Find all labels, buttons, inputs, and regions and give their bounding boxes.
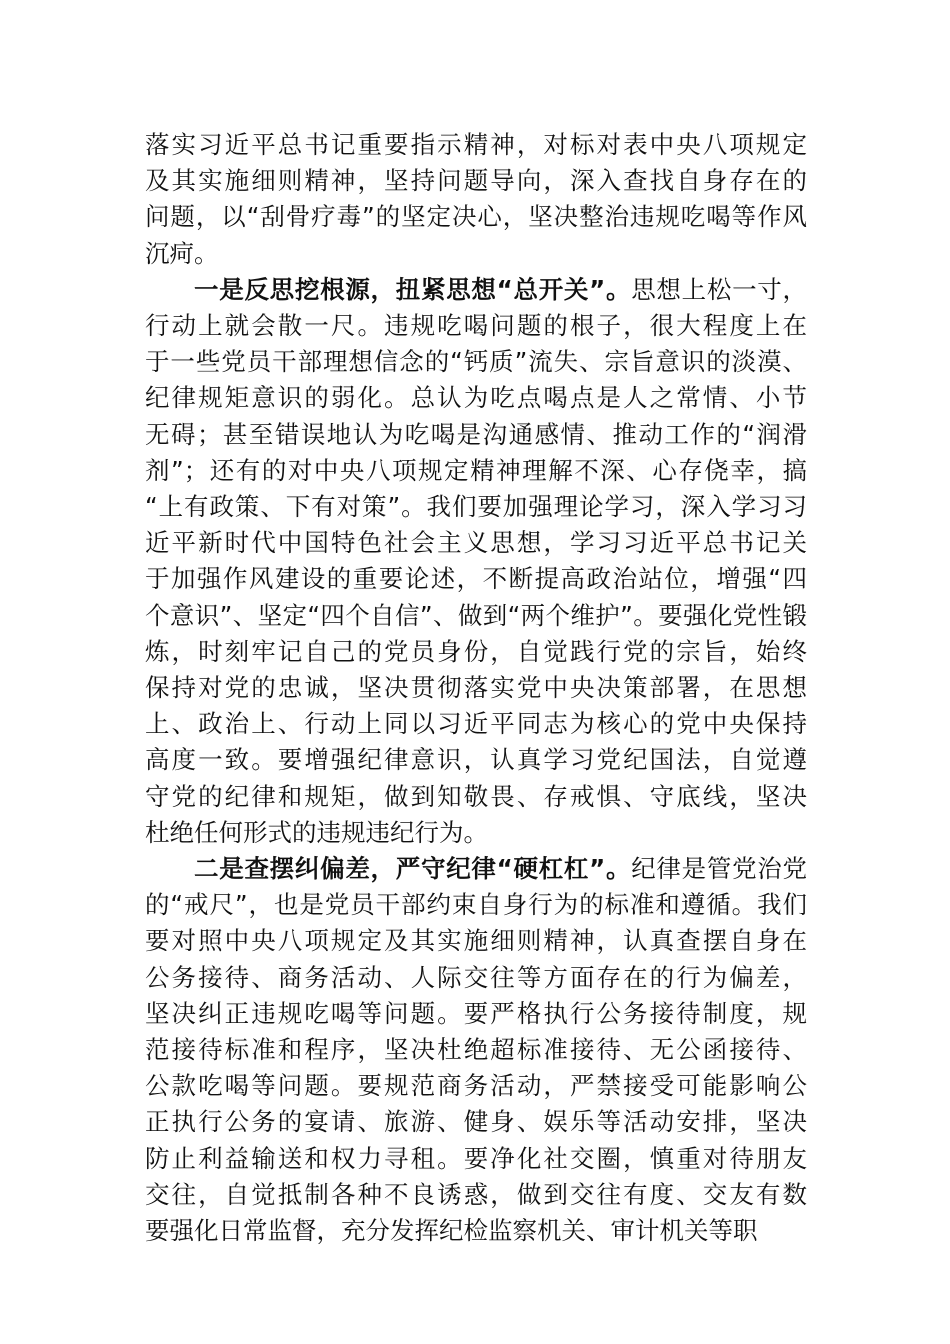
text-line: 纪律规矩意识的弱化。总认为吃点喝点是人之常情、小节 [145,383,807,413]
text-line: 沉疴。 [145,238,219,268]
text-line: 上、政治上、行动上同以习近平同志为核心的党中央保持 [145,709,807,739]
text-line: 剂”；还有的对中央八项规定精神理解不深、心存侥幸，搞 [145,455,807,485]
text-line: 炼，时刻牢记自己的党员身份，自觉践行党的宗旨，始终 [145,636,807,666]
text-line: 杜绝任何形式的违规违纪行为。 [145,817,488,847]
text-line: 近平新时代中国特色社会主义思想，学习习近平总书记关 [145,528,807,558]
text-line: 个意识”、坚定“四个自信”、做到“两个维护”。要强化党性锻 [145,600,807,630]
text-line: 于加强作风建设的重要论述，不断提高政治站位，增强“四 [145,564,807,594]
text-line: 及其实施细则精神，坚持问题导向，深入查找自身存在的 [145,166,807,196]
text-line: 高度一致。要增强纪律意识，认真学习党纪国法，自觉遵 [145,745,807,775]
text-line: 正执行公务的宴请、旅游、健身、娱乐等活动安排，坚决 [145,1107,807,1137]
text-line: 问题，以“刮骨疗毒”的坚定决心，坚决整治违规吃喝等作风 [145,202,807,232]
text-line: 交往，自觉抵制各种不良诱惑，做到交往有度、交友有数 [145,1179,807,1209]
text-line: 防止利益输送和权力寻租。要净化社交圈，慎重对待朋友 [145,1143,807,1173]
section-heading-tail: 纪律是管党治党 [631,854,808,884]
document-page [145,127,807,1249]
section-first-line [145,851,807,887]
text-line: “上有政策、下有对策”。我们要加强理论学习，深入学习习 [145,492,807,522]
text-line: 无碍；甚至错误地认为吃喝是沟通感情、推动工作的“润滑 [145,419,807,449]
text-line: 保持对党的忠诚，坚决贯彻落实党中央决策部署，在思想 [145,673,807,703]
section-first-line [145,272,807,308]
text-line: 的“戒尺”，也是党员干部约束自身行为的标准和遵循。我们 [145,890,807,920]
text-line: 公务接待、商务活动、人际交往等方面存在的行为偏差， [145,962,807,992]
text-line: 坚决纠正违规吃喝等问题。要严格执行公务接待制度，规 [145,998,807,1028]
section-heading: 二是查摆纠偏差，严守纪律“硬杠杠”。 [194,854,632,884]
text-line: 要强化日常监督，充分发挥纪检监察机关、审计机关等职 [145,1216,758,1246]
paragraph-intro [145,127,807,272]
text-line: 行动上就会散一尺。违规吃喝问题的根子，很大程度上在 [145,311,807,341]
paragraph-section-1 [145,272,807,851]
text-line: 公款吃喝等问题。要规范商务活动，严禁接受可能影响公 [145,1071,807,1101]
section-heading: 一是反思挖根源，扭紧思想“总开关”。 [194,274,632,304]
paragraph-section-2 [145,851,807,1249]
text-line: 范接待标准和程序，坚决杜绝超标准接待、无公函接待、 [145,1035,807,1065]
section-heading-tail: 思想上松一寸， [631,274,808,304]
text-line: 于一些党员干部理想信念的“钙质”流失、宗旨意识的淡漠、 [145,347,807,377]
text-line: 落实习近平总书记重要指示精神，对标对表中央八项规定 [145,130,807,159]
text-line: 要对照中央八项规定及其实施细则精神，认真查摆自身在 [145,926,807,956]
text-line: 守党的纪律和规矩，做到知敬畏、存戒惧、守底线，坚决 [145,781,807,811]
